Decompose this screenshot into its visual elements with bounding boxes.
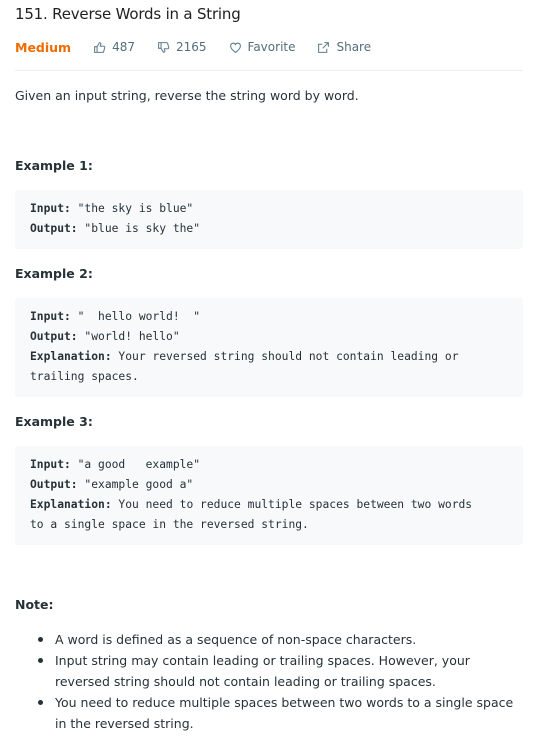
like-button[interactable] (93, 40, 135, 54)
note-item: You need to reduce multiple spaces between two words to a single space in the reversed string. (37, 692, 527, 734)
example-2-code (15, 298, 523, 397)
note-heading: Note: (15, 597, 54, 612)
problem-description: Given an input string, reverse the string word by word. (15, 88, 359, 103)
example-3-code (15, 446, 523, 545)
note-list (37, 629, 527, 734)
input-label: Input: (30, 310, 71, 323)
input-value: "a good example" (70, 458, 201, 471)
example-3-heading: Example 3: (15, 414, 93, 429)
example-2-heading: Example 2: (15, 266, 93, 281)
output-label: Output: (30, 222, 78, 235)
share-button[interactable] (317, 40, 371, 54)
dislike-count: 2165 (175, 40, 207, 54)
header-divider (15, 70, 523, 71)
output-label: Output: (30, 330, 78, 343)
example-1-code (15, 190, 523, 249)
output-value: "blue is sky the" (77, 222, 201, 235)
share-icon (317, 41, 330, 54)
thumbs-up-icon (93, 41, 106, 54)
difficulty-badge: Medium (15, 39, 72, 55)
input-label: Input: (30, 202, 71, 215)
input-value: " hello world! " (70, 310, 201, 323)
explanation-text: You need to reduce multiple spaces between two words (111, 498, 473, 511)
output-label: Output: (30, 478, 78, 491)
heart-icon (229, 41, 242, 54)
note-item: A word is defined as a sequence of non-space characters. (37, 629, 527, 650)
input-label: Input: (30, 458, 71, 471)
dislike-button[interactable] (157, 40, 207, 54)
input-value: "the sky is blue" (70, 202, 194, 215)
explanation-text-continued: trailing spaces. (30, 370, 139, 383)
favorite-button[interactable] (229, 40, 296, 54)
note-item: Input string may contain leading or trailing spaces. However, your reversed string should not contain leading or trailing spaces. (37, 650, 527, 692)
example-1-heading: Example 1: (15, 158, 93, 173)
share-label: Share (336, 40, 372, 54)
explanation-text: Your reversed string should not contain leading or (111, 350, 459, 363)
explanation-text-continued: to a single space in the reversed string. (30, 518, 309, 531)
output-value: "example good a" (77, 478, 194, 491)
explanation-label: Explanation: (30, 350, 112, 363)
explanation-label: Explanation: (30, 498, 112, 511)
problem-title: 151. Reverse Words in a String (15, 5, 241, 23)
problem-meta-bar (15, 38, 393, 56)
output-value: "world! hello" (77, 330, 180, 343)
thumbs-down-icon (157, 41, 170, 54)
favorite-label: Favorite (247, 40, 296, 54)
like-count: 487 (112, 40, 135, 54)
